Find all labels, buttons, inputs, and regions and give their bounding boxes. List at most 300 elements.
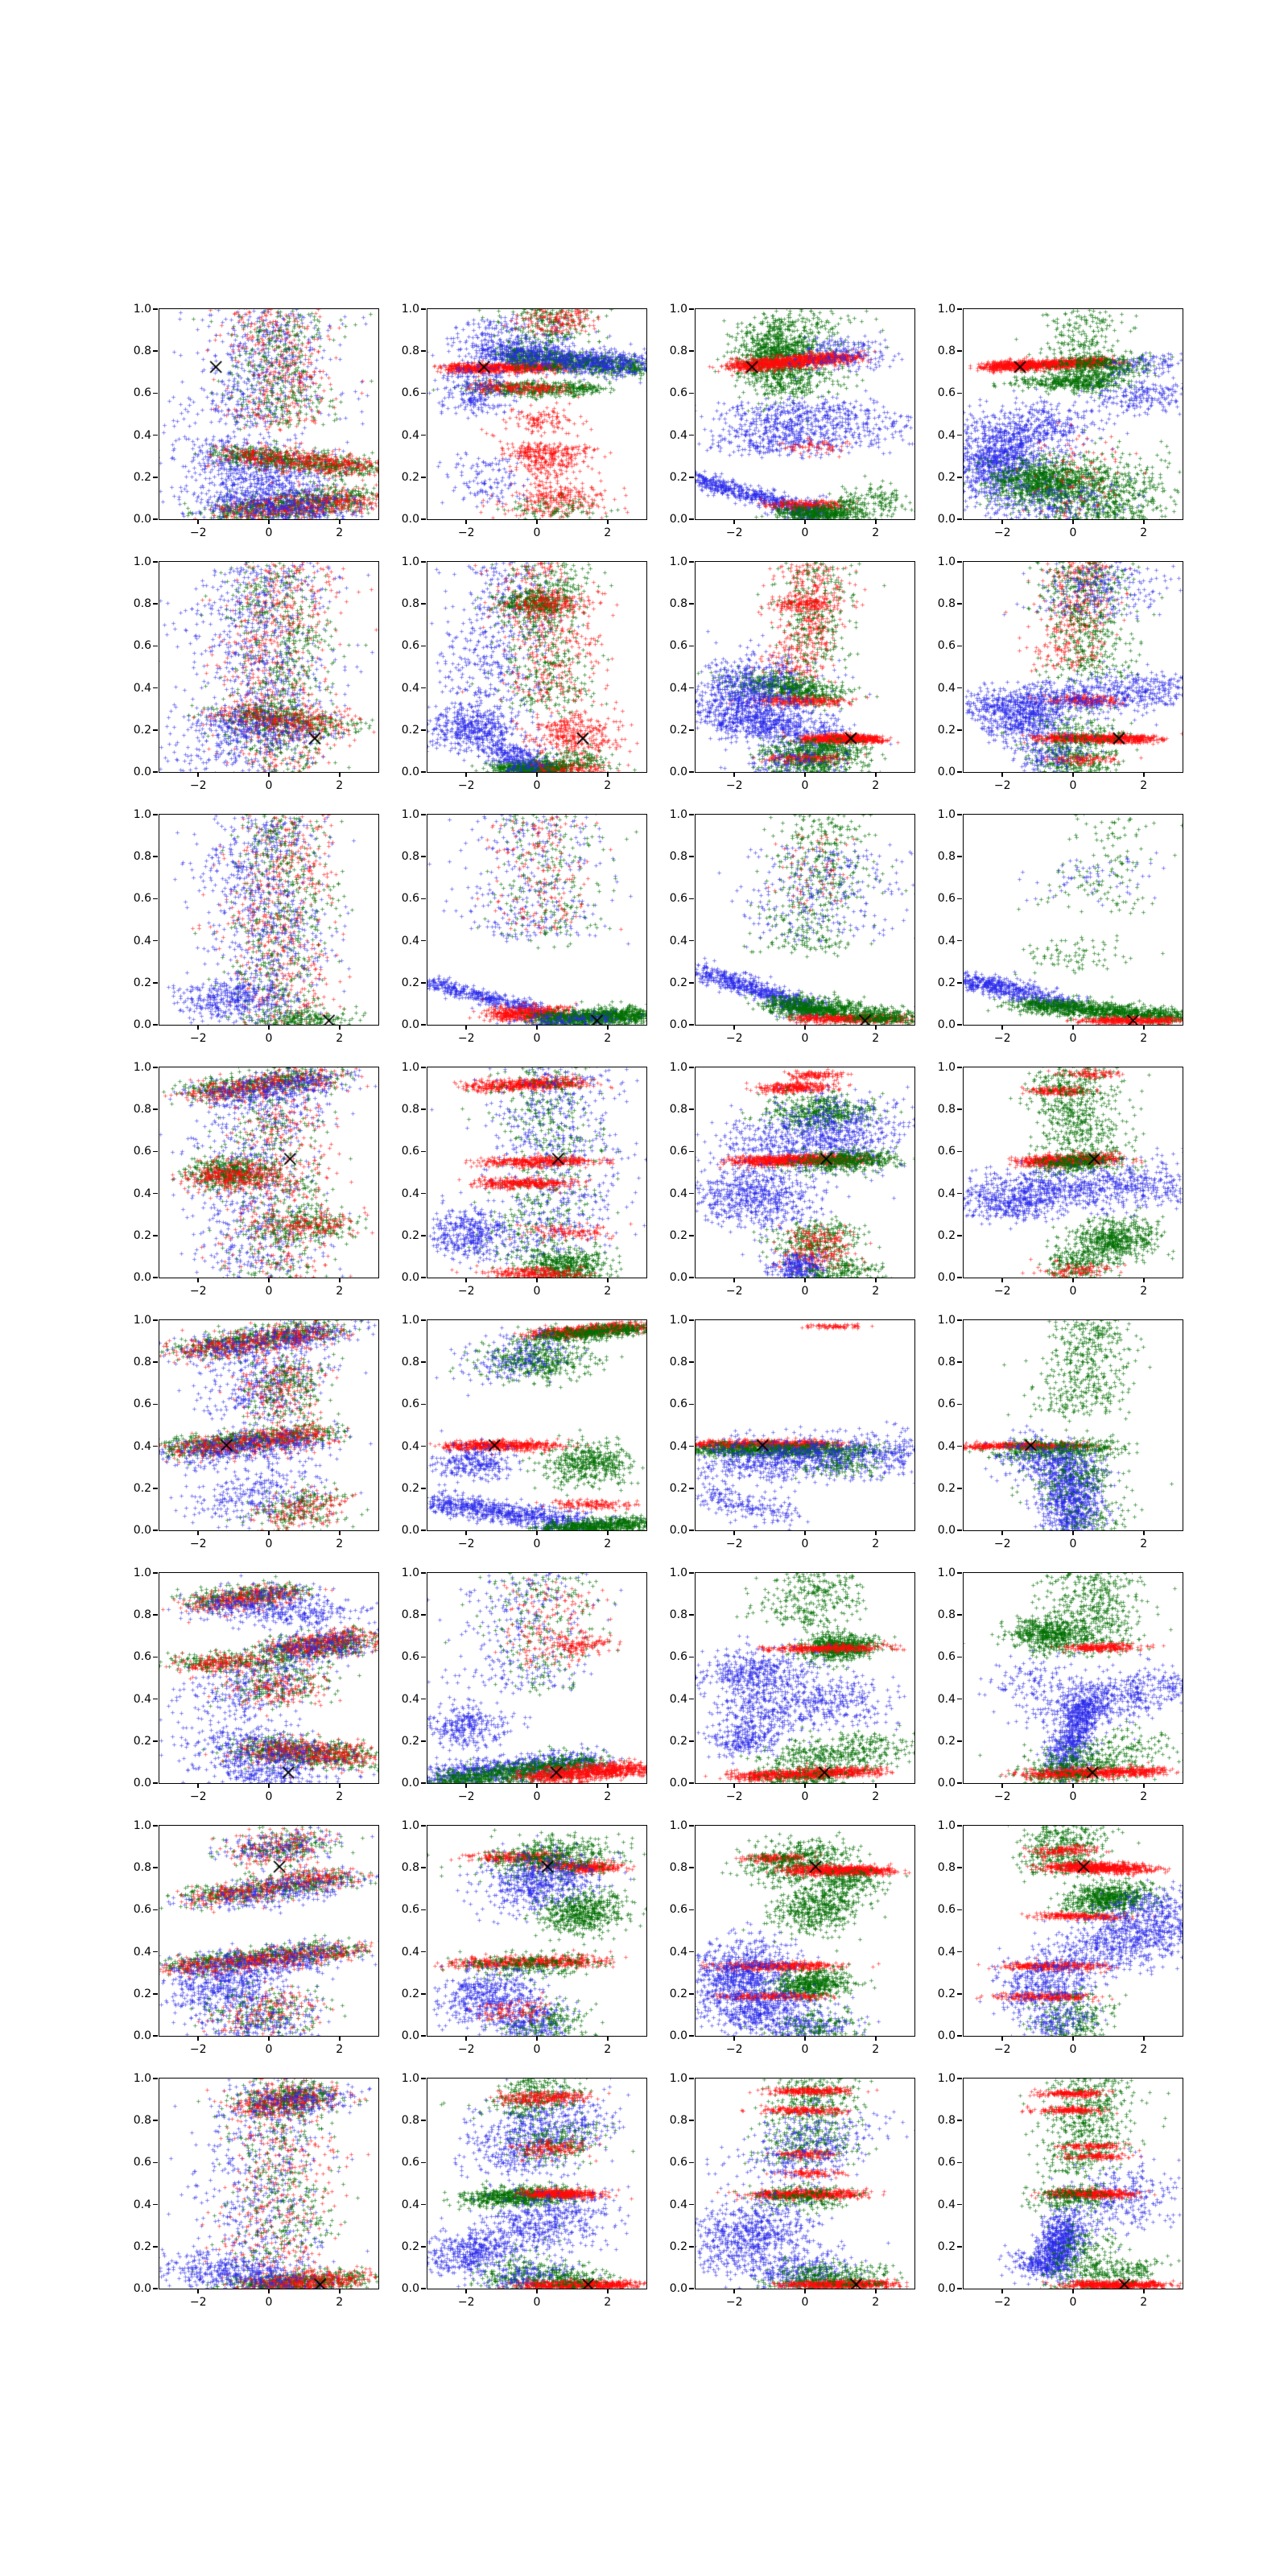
x-tick-label: −2 [725, 1032, 743, 1045]
x-tick-label: 0 [801, 1538, 809, 1550]
y-tick-label: 0.2 [401, 470, 419, 484]
y-tick-mark [421, 518, 426, 520]
scatter-canvas [159, 309, 378, 519]
y-tick-label: 0.8 [133, 1356, 151, 1369]
y-tick-mark [153, 1614, 158, 1616]
y-tick-label: 0.4 [669, 1692, 687, 1706]
y-tick-label: 0.8 [401, 1861, 419, 1875]
x-tick-label: 0 [265, 1538, 273, 1550]
x-tick-label: 0 [533, 2296, 541, 2309]
y-tick-label: 0.2 [401, 723, 419, 737]
y-tick-mark [421, 435, 426, 436]
x-tick-label: 2 [604, 2043, 612, 2056]
x-tick-mark [804, 2036, 806, 2041]
x-tick-mark [1143, 1025, 1145, 1030]
x-tick-label: 0 [1069, 1285, 1077, 1298]
y-tick-label: 1.0 [133, 1314, 151, 1327]
scatter-canvas [159, 1573, 378, 1783]
y-tick-label: 0.0 [937, 513, 956, 526]
x-tick-mark [1001, 519, 1003, 524]
x-tick-label: −2 [993, 2043, 1011, 2056]
scatter-canvas [696, 1573, 914, 1783]
y-tick-label: 0.6 [669, 1397, 687, 1411]
x-tick-label: −2 [189, 526, 207, 539]
x-tick-label: 2 [1140, 2043, 1148, 2056]
y-tick-label: 0.2 [669, 1481, 687, 1495]
y-tick-label: 0.2 [669, 2240, 687, 2253]
y-tick-label: 0.8 [133, 850, 151, 864]
y-tick-mark [153, 2204, 158, 2206]
y-tick-mark [689, 771, 694, 773]
x-tick-mark [536, 1783, 538, 1788]
y-tick-label: 1.0 [133, 1061, 151, 1074]
y-tick-mark [153, 1867, 158, 1868]
y-tick-mark [153, 1361, 158, 1363]
y-tick-mark [153, 1319, 158, 1321]
y-tick-mark [421, 1151, 426, 1153]
subplot-r3c3 [669, 808, 915, 1045]
y-tick-label: 0.2 [669, 723, 687, 737]
y-tick-mark [421, 729, 426, 731]
y-tick-mark [957, 1319, 962, 1321]
x-tick-label: 0 [265, 1790, 273, 1803]
y-tick-label: 0.8 [937, 850, 956, 864]
y-tick-mark [153, 1108, 158, 1110]
y-tick-label: 0.8 [937, 2114, 956, 2128]
subplot-r6c4 [937, 1567, 1183, 1803]
x-tick-label: −2 [457, 1032, 475, 1045]
y-tick-label: 0.4 [937, 1692, 956, 1706]
x-tick-label: −2 [993, 1285, 1011, 1298]
x-tick-mark [1143, 2289, 1145, 2293]
y-tick-mark [421, 1572, 426, 1574]
y-tick-mark [957, 687, 962, 689]
y-tick-label: 0.8 [669, 850, 687, 864]
x-tick-mark [1072, 1783, 1074, 1788]
y-tick-label: 0.0 [133, 2029, 151, 2042]
y-tick-mark [689, 2288, 694, 2289]
x-tick-mark [536, 519, 538, 524]
y-tick-mark [689, 1319, 694, 1321]
scatter-canvas [696, 1826, 914, 2036]
x-tick-mark [1143, 519, 1145, 524]
subplot-r4c3 [669, 1061, 915, 1298]
y-tick-mark [421, 2204, 426, 2206]
y-tick-label: 1.0 [937, 1314, 956, 1327]
x-tick-mark [733, 1025, 735, 1030]
x-tick-mark [607, 1025, 609, 1030]
x-tick-label: 0 [801, 2296, 809, 2309]
x-tick-label: −2 [993, 1538, 1011, 1550]
y-tick-mark [957, 814, 962, 815]
y-tick-label: 0.2 [133, 470, 151, 484]
x-tick-mark [339, 2036, 341, 2041]
y-tick-mark [689, 1909, 694, 1911]
y-tick-mark [957, 393, 962, 394]
y-tick-label: 0.2 [401, 1734, 419, 1748]
x-tick-mark [1001, 1783, 1003, 1788]
subplot-r5c1 [133, 1314, 379, 1550]
y-tick-mark [153, 1530, 158, 1531]
y-tick-mark [957, 1024, 962, 1026]
x-tick-label: −2 [457, 1285, 475, 1298]
scatter-canvas [964, 815, 1183, 1025]
y-tick-label: 0.2 [669, 1987, 687, 2000]
x-tick-mark [339, 2289, 341, 2293]
y-tick-label: 0.6 [133, 1650, 151, 1664]
y-tick-label: 0.4 [669, 1187, 687, 1200]
y-tick-mark [957, 1657, 962, 1658]
y-tick-mark [957, 1782, 962, 1784]
y-tick-mark [421, 2246, 426, 2248]
y-tick-label: 0.6 [401, 2156, 419, 2169]
x-tick-mark [197, 772, 199, 777]
subplot-r7c3 [669, 1819, 915, 2056]
y-tick-label: 0.6 [669, 1145, 687, 1158]
y-tick-label: 0.0 [937, 1524, 956, 1537]
subplot-r6c2 [401, 1567, 647, 1803]
subplot-r7c1 [133, 1819, 379, 2056]
x-tick-mark [733, 2289, 735, 2293]
y-tick-label: 1.0 [669, 1567, 687, 1579]
x-tick-label: 2 [336, 2296, 344, 2309]
x-tick-mark [1072, 1278, 1074, 1282]
x-tick-mark [536, 1530, 538, 1535]
x-tick-mark [197, 1278, 199, 1282]
x-tick-label: 0 [533, 1538, 541, 1550]
x-tick-label: −2 [725, 2296, 743, 2309]
y-tick-mark [421, 1446, 426, 1447]
x-tick-mark [339, 519, 341, 524]
y-tick-mark [153, 1235, 158, 1236]
y-tick-mark [421, 1657, 426, 1658]
y-tick-mark [689, 1782, 694, 1784]
x-tick-label: −2 [189, 779, 207, 792]
x-tick-mark [1072, 2289, 1074, 2293]
y-tick-mark [153, 2078, 158, 2079]
y-tick-mark [689, 729, 694, 731]
y-tick-label: 0.4 [669, 428, 687, 442]
x-tick-label: 2 [336, 1538, 344, 1550]
y-tick-mark [153, 603, 158, 605]
y-tick-label: 0.0 [669, 766, 687, 778]
x-tick-mark [733, 1278, 735, 1282]
y-tick-label: 0.6 [401, 892, 419, 906]
y-tick-label: 0.0 [669, 1271, 687, 1284]
x-tick-label: 0 [1069, 526, 1077, 539]
y-tick-label: 0.8 [133, 1861, 151, 1875]
y-tick-mark [689, 1235, 694, 1236]
y-tick-label: 0.0 [133, 1018, 151, 1031]
x-tick-label: 0 [801, 526, 809, 539]
scatter-canvas [427, 309, 646, 519]
subplot-r8c3 [669, 2072, 915, 2309]
y-tick-mark [421, 1825, 426, 1827]
y-tick-mark [153, 1193, 158, 1195]
x-tick-label: 0 [533, 1790, 541, 1803]
x-tick-label: 2 [604, 2296, 612, 2309]
scatter-canvas [427, 1826, 646, 2036]
x-tick-mark [607, 2289, 609, 2293]
x-tick-mark [268, 772, 270, 777]
y-tick-mark [421, 1867, 426, 1868]
y-tick-label: 0.2 [937, 976, 956, 989]
y-tick-label: 0.8 [133, 597, 151, 611]
y-tick-mark [689, 2035, 694, 2037]
y-tick-mark [153, 1951, 158, 1953]
subplot-r3c4 [937, 808, 1183, 1045]
x-tick-mark [607, 2036, 609, 2041]
x-tick-mark [1072, 1025, 1074, 1030]
y-tick-mark [957, 561, 962, 563]
y-tick-label: 0.0 [401, 2282, 419, 2295]
y-tick-label: 0.2 [937, 1481, 956, 1495]
y-tick-mark [421, 1699, 426, 1700]
x-tick-label: 0 [1069, 2296, 1077, 2309]
x-tick-label: 0 [265, 2296, 273, 2309]
x-tick-label: −2 [457, 2296, 475, 2309]
scatter-canvas [427, 1320, 646, 1530]
y-tick-label: 0.8 [669, 1103, 687, 1117]
y-tick-label: 0.4 [133, 1945, 151, 1959]
y-tick-mark [957, 1740, 962, 1742]
y-tick-label: 1.0 [133, 1567, 151, 1579]
x-tick-mark [268, 1783, 270, 1788]
x-tick-label: −2 [457, 1790, 475, 1803]
y-tick-mark [421, 477, 426, 478]
y-tick-label: 0.2 [401, 2240, 419, 2253]
y-tick-mark [689, 982, 694, 984]
y-tick-label: 1.0 [669, 808, 687, 821]
y-tick-mark [689, 1361, 694, 1363]
y-tick-label: 0.8 [401, 597, 419, 611]
x-tick-mark [1072, 1530, 1074, 1535]
y-tick-mark [689, 1825, 694, 1827]
y-tick-mark [153, 1404, 158, 1406]
x-tick-label: −2 [189, 1538, 207, 1550]
y-tick-label: 0.4 [133, 2198, 151, 2211]
x-tick-mark [607, 772, 609, 777]
y-tick-label: 0.0 [401, 1271, 419, 1284]
x-tick-label: −2 [993, 1790, 1011, 1803]
y-tick-label: 0.2 [937, 2240, 956, 2253]
y-tick-mark [421, 1361, 426, 1363]
x-tick-mark [804, 1278, 806, 1282]
y-tick-mark [153, 982, 158, 984]
scatter-canvas [964, 1826, 1183, 2036]
y-tick-label: 0.2 [669, 1228, 687, 1242]
y-tick-label: 0.6 [937, 1397, 956, 1411]
y-tick-mark [421, 771, 426, 773]
x-tick-mark [465, 519, 467, 524]
y-tick-mark [153, 1699, 158, 1700]
x-tick-mark [197, 1530, 199, 1535]
y-tick-mark [689, 393, 694, 394]
y-tick-label: 0.0 [133, 766, 151, 778]
scatter-canvas [964, 1320, 1183, 1530]
y-tick-label: 0.6 [937, 386, 956, 400]
y-tick-label: 0.6 [401, 639, 419, 653]
x-tick-label: 0 [533, 779, 541, 792]
x-tick-label: −2 [189, 1285, 207, 1298]
y-tick-label: 0.4 [669, 1945, 687, 1959]
y-tick-mark [153, 477, 158, 478]
y-tick-label: 0.4 [937, 1439, 956, 1453]
y-tick-label: 0.0 [401, 766, 419, 778]
x-tick-mark [536, 2289, 538, 2293]
scatter-canvas [427, 1573, 646, 1783]
y-tick-mark [153, 1277, 158, 1278]
y-tick-mark [957, 1361, 962, 1363]
x-tick-mark [339, 1025, 341, 1030]
y-tick-mark [421, 1404, 426, 1406]
y-tick-mark [689, 1024, 694, 1026]
y-tick-mark [421, 940, 426, 942]
x-tick-label: −2 [993, 2296, 1011, 2309]
y-tick-mark [153, 1993, 158, 1995]
y-tick-label: 0.6 [669, 892, 687, 906]
x-tick-label: 2 [872, 1790, 880, 1803]
scatter-canvas [696, 309, 914, 519]
x-tick-mark [197, 2036, 199, 2041]
subplot-r2c2 [401, 555, 647, 792]
y-tick-label: 0.2 [669, 976, 687, 989]
y-tick-label: 0.0 [401, 1777, 419, 1790]
x-tick-mark [875, 2036, 877, 2041]
y-tick-label: 0.6 [133, 639, 151, 653]
x-tick-mark [804, 519, 806, 524]
y-tick-label: 0.2 [401, 1987, 419, 2000]
y-tick-label: 0.4 [133, 1692, 151, 1706]
scatter-canvas [696, 562, 914, 772]
y-tick-mark [153, 1657, 158, 1658]
x-tick-label: 2 [336, 1790, 344, 1803]
y-tick-mark [957, 603, 962, 605]
y-tick-mark [957, 729, 962, 731]
x-tick-label: −2 [457, 2043, 475, 2056]
y-tick-mark [957, 898, 962, 900]
y-tick-mark [421, 1951, 426, 1953]
x-tick-mark [1072, 519, 1074, 524]
y-tick-label: 0.8 [401, 2114, 419, 2128]
x-tick-label: 2 [872, 1032, 880, 1045]
scatter-canvas [696, 1320, 914, 1530]
y-tick-label: 0.2 [133, 1481, 151, 1495]
y-tick-mark [689, 2120, 694, 2121]
y-tick-label: 0.2 [133, 1987, 151, 2000]
x-tick-label: 2 [604, 779, 612, 792]
x-tick-mark [339, 772, 341, 777]
y-tick-label: 1.0 [937, 1061, 956, 1074]
y-tick-mark [153, 561, 158, 563]
scatter-canvas [964, 309, 1183, 519]
x-tick-mark [339, 1783, 341, 1788]
x-tick-label: −2 [189, 2296, 207, 2309]
y-tick-mark [153, 940, 158, 942]
y-tick-mark [153, 518, 158, 520]
y-tick-mark [153, 2288, 158, 2289]
y-tick-label: 1.0 [401, 1061, 419, 1074]
y-tick-label: 0.2 [937, 723, 956, 737]
y-tick-mark [957, 308, 962, 310]
y-tick-mark [689, 1193, 694, 1195]
y-tick-mark [957, 2120, 962, 2121]
y-tick-label: 0.6 [133, 1145, 151, 1158]
y-tick-mark [689, 1277, 694, 1278]
x-tick-label: 2 [604, 1538, 612, 1550]
y-tick-label: 0.6 [937, 892, 956, 906]
y-tick-mark [421, 1319, 426, 1321]
x-tick-label: 2 [604, 1790, 612, 1803]
y-tick-mark [957, 435, 962, 436]
y-tick-mark [153, 1446, 158, 1447]
y-tick-mark [957, 1277, 962, 1278]
y-tick-mark [421, 1909, 426, 1911]
scatter-canvas [964, 1067, 1183, 1278]
subplot-r5c2 [401, 1314, 647, 1550]
x-tick-label: −2 [189, 1790, 207, 1803]
subplot-r7c4 [937, 1819, 1183, 2056]
y-tick-mark [153, 1740, 158, 1742]
x-tick-label: 2 [872, 1285, 880, 1298]
y-tick-mark [153, 1488, 158, 1489]
y-tick-label: 1.0 [937, 555, 956, 568]
x-tick-label: 0 [533, 526, 541, 539]
x-tick-label: 2 [336, 526, 344, 539]
y-tick-label: 0.6 [937, 639, 956, 653]
scatter-canvas [159, 1826, 378, 2036]
y-tick-label: 0.4 [401, 428, 419, 442]
y-tick-mark [421, 1488, 426, 1489]
x-tick-label: −2 [725, 779, 743, 792]
y-tick-label: 0.6 [669, 386, 687, 400]
x-tick-mark [465, 2289, 467, 2293]
y-tick-label: 0.4 [669, 1439, 687, 1453]
x-tick-mark [268, 1530, 270, 1535]
y-tick-mark [957, 477, 962, 478]
y-tick-label: 1.0 [937, 303, 956, 316]
y-tick-label: 0.6 [937, 1145, 956, 1158]
y-tick-label: 0.0 [937, 1271, 956, 1284]
y-tick-label: 0.8 [669, 345, 687, 358]
x-tick-mark [1143, 1278, 1145, 1282]
y-tick-mark [153, 308, 158, 310]
subplot-r3c2 [401, 808, 647, 1045]
scatter-canvas [696, 1067, 914, 1278]
y-tick-label: 0.4 [401, 1439, 419, 1453]
y-tick-label: 1.0 [401, 2072, 419, 2085]
y-tick-label: 0.4 [937, 428, 956, 442]
y-tick-label: 1.0 [401, 555, 419, 568]
y-tick-mark [957, 2246, 962, 2248]
x-tick-mark [536, 2036, 538, 2041]
y-tick-label: 1.0 [133, 555, 151, 568]
x-tick-label: 0 [265, 1285, 273, 1298]
y-tick-label: 0.8 [401, 1356, 419, 1369]
x-tick-label: 0 [265, 2043, 273, 2056]
y-tick-mark [689, 308, 694, 310]
y-tick-mark [421, 1108, 426, 1110]
y-tick-label: 0.2 [937, 1228, 956, 1242]
y-tick-mark [689, 2078, 694, 2079]
y-tick-label: 0.4 [133, 934, 151, 947]
y-tick-label: 0.0 [937, 2029, 956, 2042]
y-tick-label: 0.4 [133, 681, 151, 695]
y-tick-mark [689, 561, 694, 563]
y-tick-label: 0.6 [133, 892, 151, 906]
y-tick-label: 0.8 [937, 1861, 956, 1875]
y-tick-mark [957, 1530, 962, 1531]
